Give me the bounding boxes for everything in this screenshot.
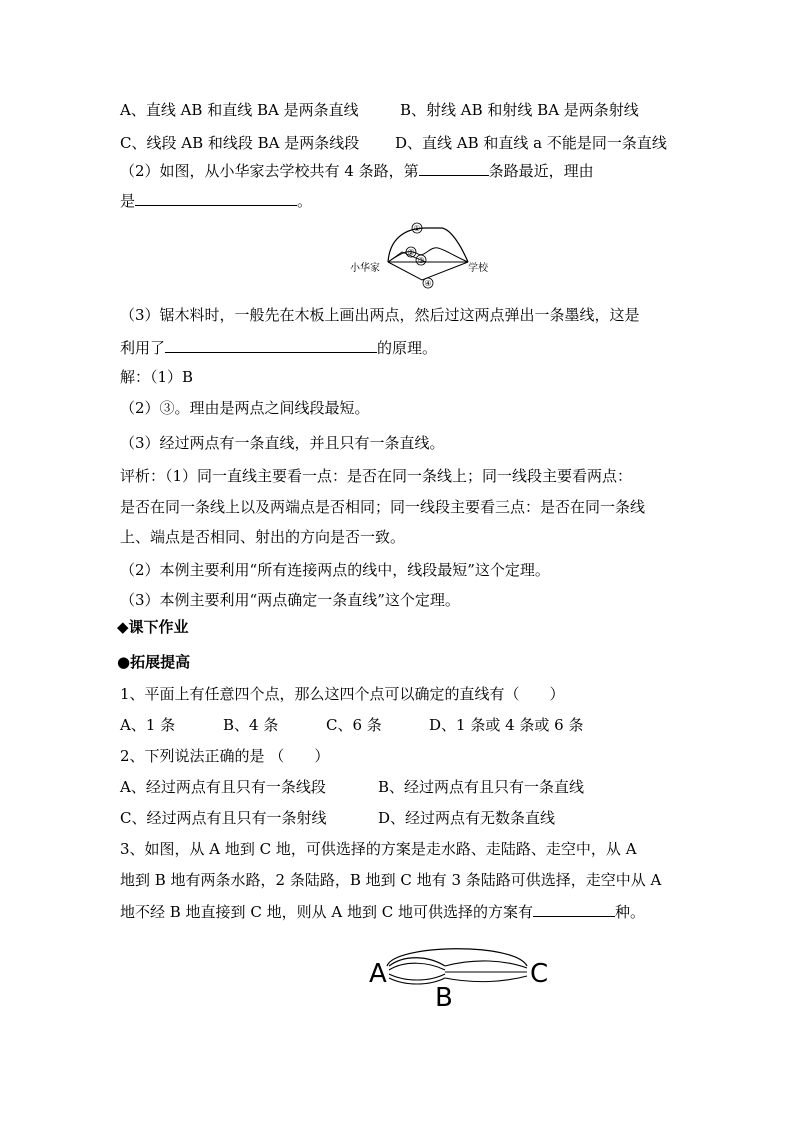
route-4-polyline <box>388 262 468 280</box>
school-label: 学校 <box>468 263 488 274</box>
solution-1: 解：（1）B <box>120 368 194 386</box>
p1-option-a: A、1 条 <box>120 716 176 734</box>
answer-blank-principle <box>165 337 377 353</box>
practice-2-options-row-1 <box>120 777 585 797</box>
point-c-label: C <box>530 959 549 989</box>
route-3-label: ③ <box>417 256 425 265</box>
point-a-label: A <box>369 959 387 989</box>
home-label: 小华家 <box>350 263 380 274</box>
p1-option-b: B、4 条 <box>223 716 279 734</box>
point-b-label: B <box>435 983 453 1012</box>
answer-blank-reason <box>135 190 297 206</box>
option-b: B、射线 AB 和射线 BA 是两条射线 <box>400 101 639 119</box>
question-3-line-1: （3）锯木料时，一般先在木板上画出两点，然后过这两点弹出一条墨线，这是 <box>120 306 640 324</box>
comment-line-2: 是否在同一条线上以及两端点是否相同；同一线段主要看三点：是否在同一条线 <box>120 498 646 516</box>
land-route-ab-1 <box>389 974 445 980</box>
p2-option-a: A、经过两点有且只有一条线段 <box>120 778 326 796</box>
route-1-label: ① <box>413 224 421 233</box>
p2-option-b: B、经过两点有且只有一条直线 <box>378 778 585 796</box>
land-route-bc-1 <box>445 961 527 968</box>
figure-abc-diagram <box>365 940 555 1012</box>
route-4-label: ④ <box>424 279 432 288</box>
figure-routes-diagram <box>340 218 500 290</box>
option-d: D、直线 AB 和直线 a 不能是同一条直线 <box>395 134 667 152</box>
route-2-curve <box>388 248 468 262</box>
practice-3-line-1: 3、如图，从 A 地到 C 地，可供选择的方案是走水路、走陆路、走空中，从 A <box>120 840 637 858</box>
question-2-line-1: （2）如图，从小华家去学校共有 4 条路，第 条路最近，理由 <box>120 162 594 180</box>
water-route-1 <box>389 958 445 966</box>
option-a: A、直线 AB 和直线 BA 是两条直线 <box>120 101 359 119</box>
question-2-line-2: 是 。 <box>120 192 313 210</box>
comment-line-5: （3）本例主要利用“两点确定一条直线”这个定理。 <box>120 591 460 609</box>
land-route-bc-3 <box>445 976 527 982</box>
solution-2: （2）③。理由是两点之间线段最短。 <box>120 399 370 417</box>
p2-option-d: D、经过两点有无数条直线 <box>378 809 556 827</box>
p2-option-c: C、经过两点有且只有一条射线 <box>120 809 327 827</box>
p1-option-d: D、1 条或 4 条或 6 条 <box>429 716 584 734</box>
comment-line-3: 上、端点是否相同、射出的方向是否一致。 <box>120 528 406 546</box>
answer-blank-route <box>419 160 489 176</box>
mc-options-row-1 <box>120 100 639 120</box>
homework-heading: ◆课下作业 <box>117 618 189 636</box>
route-1-arc <box>388 228 468 262</box>
comment-line-1: 评析：（1）同一直线主要看一点：是否在同一条线上；同一线段主要看两点： <box>120 467 633 485</box>
practice-1-question: 1、平面上有任意四个点，那么这四个点可以确定的直线有（ ） <box>120 685 565 703</box>
practice-3-line-3: 地不经 B 地直接到 C 地，则从 A 地到 C 地可供选择的方案有 种。 <box>120 903 645 921</box>
route-2-label: ② <box>407 248 415 257</box>
comment-line-4: （2）本例主要利用“所有连接两点的线中，线段最短”这个定理。 <box>120 561 550 579</box>
p1-option-c: C、6 条 <box>326 716 382 734</box>
practice-3-line-2: 地到 B 地有两条水路，2 条陆路，B 地到 C 地有 3 条陆路可供选择，走空中从 A <box>120 871 662 889</box>
practice-2-question: 2、下列说法正确的是 （ ） <box>120 747 330 765</box>
mc-options-row-2 <box>120 133 667 153</box>
option-c: C、线段 AB 和线段 BA 是两条线段 <box>120 134 360 152</box>
extension-subheading: ●拓展提高 <box>117 653 191 671</box>
answer-blank-count <box>533 901 615 917</box>
question-3-line-2: 利用了 的原理。 <box>120 339 438 357</box>
solution-3: （3）经过两点有一条直线，并且只有一条直线。 <box>120 434 445 452</box>
practice-2-options-row-2 <box>120 808 556 828</box>
practice-1-options <box>120 715 584 735</box>
water-route-2 <box>389 963 445 970</box>
